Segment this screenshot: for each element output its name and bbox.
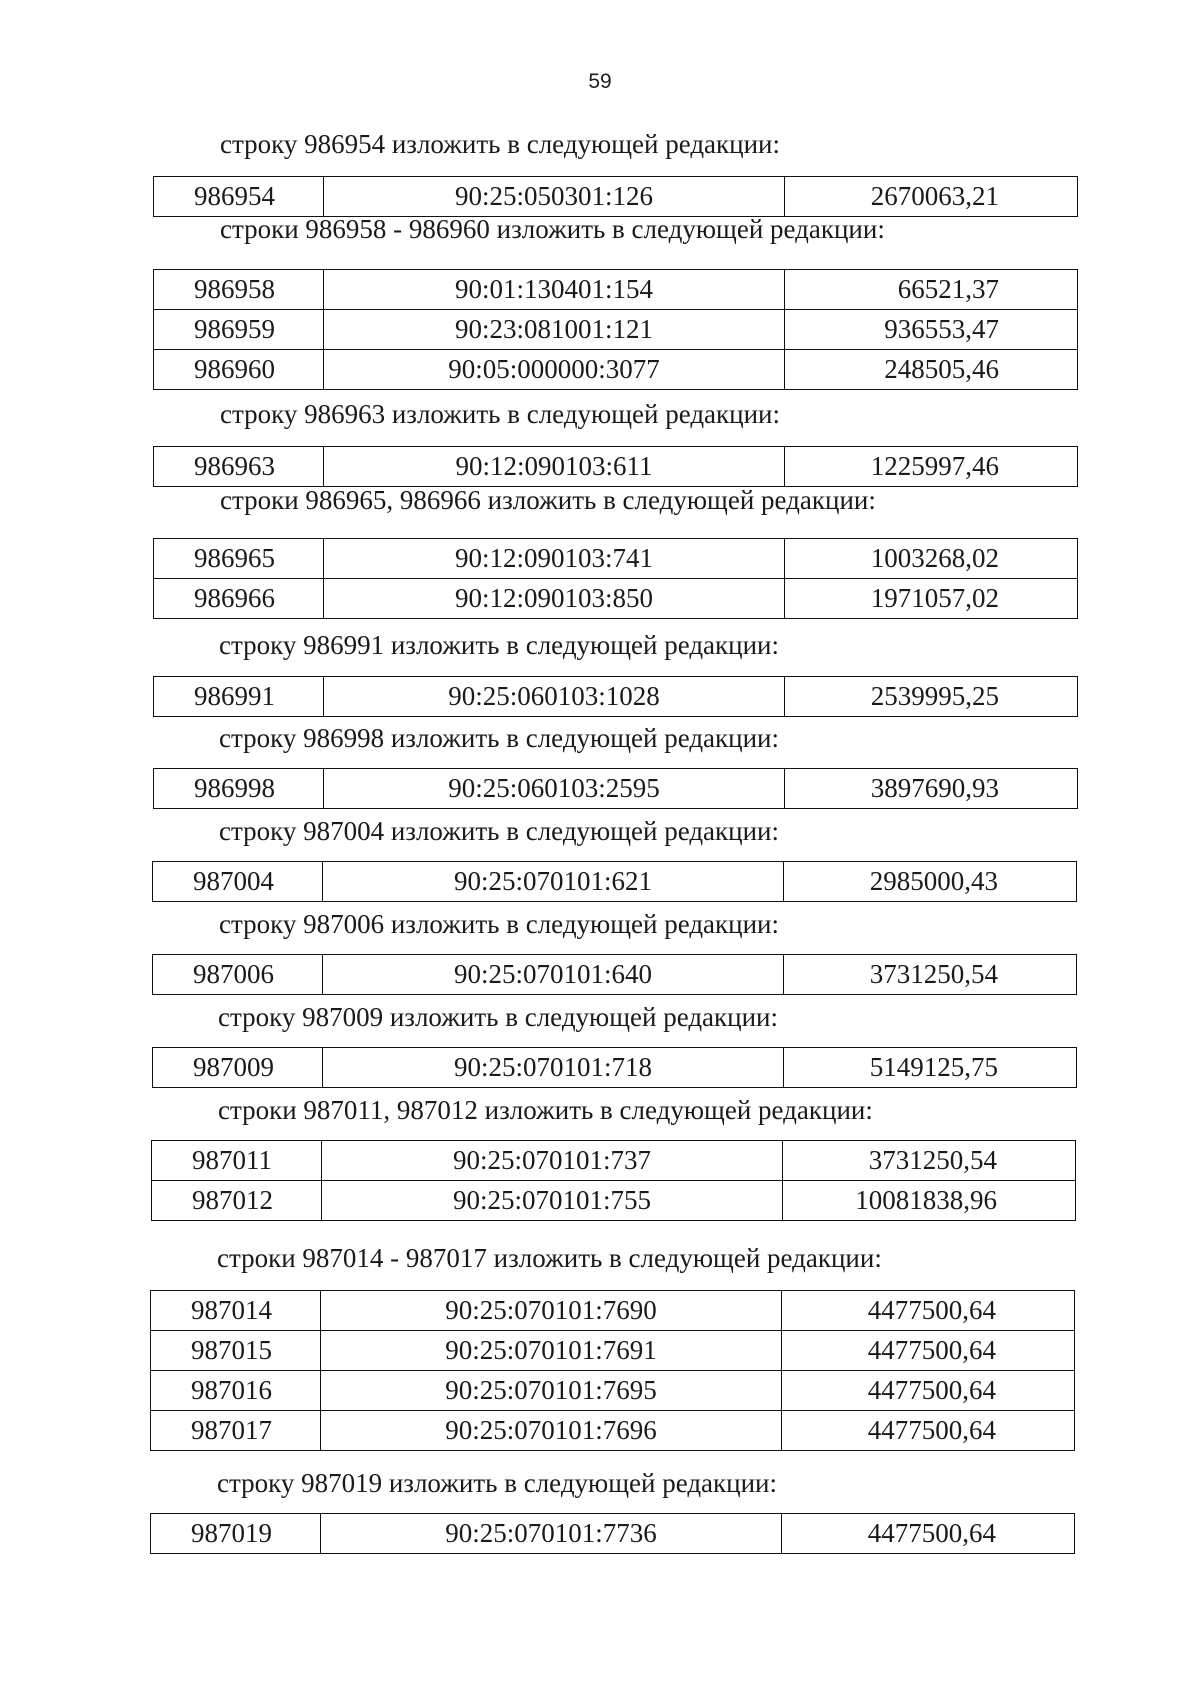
cadastral-number-cell: 90:25:070101:7696 [321,1411,782,1451]
table-row [151,1514,1075,1554]
amendment-table [153,269,1078,390]
row-number-cell: 987009 [153,1048,323,1088]
cadastral-number-cell: 90:25:070101:755 [322,1181,783,1221]
table-row [153,955,1077,995]
amendment-caption: строку 987019 изложить в следующей редакции: [217,1468,778,1498]
row-number-cell: 986959 [154,310,324,350]
table-row [154,447,1078,487]
amendment-caption: строку 986991 изложить в следующей редакции: [219,630,780,660]
table-row [152,1181,1076,1221]
amendment-table [153,446,1078,487]
row-number-cell: 987012 [152,1181,322,1221]
value-cell: 936553,47 [785,310,1078,350]
row-number-cell: 987004 [153,862,323,902]
value-cell: 2985000,43 [784,862,1077,902]
value-cell: 5149125,75 [784,1048,1077,1088]
cadastral-number-cell: 90:01:130401:154 [324,270,785,310]
amendment-caption: строки 987014 - 987017 изложить в следующей редакции: [217,1243,882,1273]
table-row [154,350,1078,390]
table-row [153,1048,1077,1088]
cadastral-number-cell: 90:25:070101:718 [323,1048,784,1088]
amendment-caption: строку 986963 изложить в следующей редакции: [220,399,781,429]
value-cell: 1225997,46 [785,447,1078,487]
cadastral-number-cell: 90:25:070101:7691 [321,1331,782,1371]
amendment-table [151,1140,1076,1221]
value-cell: 3731250,54 [784,955,1077,995]
table-row [154,177,1078,217]
table-row [154,579,1078,619]
amendment-table [152,954,1077,995]
amendment-table [153,176,1078,217]
row-number-cell: 986960 [154,350,324,390]
table-row [154,677,1078,717]
value-cell: 1971057,02 [785,579,1078,619]
table-row [153,862,1077,902]
amendment-caption: строки 986965, 986966 изложить в следующей редакции: [220,485,876,515]
row-number-cell: 986958 [154,270,324,310]
amendment-table [150,1290,1075,1451]
row-number-cell: 986963 [154,447,324,487]
amendment-caption: строку 987006 изложить в следующей редакции: [219,909,780,939]
value-cell: 4477500,64 [782,1291,1075,1331]
value-cell: 4477500,64 [782,1371,1075,1411]
cadastral-number-cell: 90:12:090103:741 [324,539,785,579]
table-row [151,1411,1075,1451]
row-number-cell: 986991 [154,677,324,717]
cadastral-number-cell: 90:12:090103:850 [324,579,785,619]
table-row [151,1291,1075,1331]
cadastral-number-cell: 90:25:070101:621 [323,862,784,902]
value-cell: 1003268,02 [785,539,1078,579]
cadastral-number-cell: 90:25:060103:2595 [324,769,785,809]
cadastral-number-cell: 90:25:070101:7695 [321,1371,782,1411]
value-cell: 2670063,21 [785,177,1078,217]
page-number: 59 [588,70,612,93]
row-number-cell: 987014 [151,1291,321,1331]
cadastral-number-cell: 90:23:081001:121 [324,310,785,350]
cadastral-number-cell: 90:05:000000:3077 [324,350,785,390]
row-number-cell: 987015 [151,1331,321,1371]
cadastral-number-cell: 90:25:070101:737 [322,1141,783,1181]
row-number-cell: 986965 [154,539,324,579]
cadastral-number-cell: 90:12:090103:611 [324,447,785,487]
value-cell: 4477500,64 [782,1331,1075,1371]
value-cell: 2539995,25 [785,677,1078,717]
value-cell: 4477500,64 [782,1411,1075,1451]
cadastral-number-cell: 90:25:070101:7690 [321,1291,782,1331]
row-number-cell: 987017 [151,1411,321,1451]
row-number-cell: 987019 [151,1514,321,1554]
amendment-caption: строки 987011, 987012 изложить в следующей редакции: [218,1095,873,1125]
value-cell: 248505,46 [785,350,1078,390]
value-cell: 10081838,96 [783,1181,1076,1221]
amendment-caption: строку 986998 изложить в следующей редакции: [219,723,780,753]
amendment-caption: строку 986954 изложить в следующей редакции: [220,129,781,159]
row-number-cell: 986998 [154,769,324,809]
row-number-cell: 986966 [154,579,324,619]
cadastral-number-cell: 90:25:070101:640 [323,955,784,995]
amendment-table [153,676,1078,717]
amendment-table [152,1047,1077,1088]
row-number-cell: 987016 [151,1371,321,1411]
table-row [151,1371,1075,1411]
amendment-caption: строки 986958 - 986960 изложить в следующей редакции: [220,214,885,244]
amendment-caption: строку 987004 изложить в следующей редакции: [219,816,780,846]
row-number-cell: 986954 [154,177,324,217]
value-cell: 4477500,64 [782,1514,1075,1554]
cadastral-number-cell: 90:25:060103:1028 [324,677,785,717]
amendment-table [153,538,1078,619]
value-cell: 3731250,54 [783,1141,1076,1181]
amendment-table [153,768,1078,809]
table-row [154,270,1078,310]
table-row [154,769,1078,809]
value-cell: 66521,37 [785,270,1078,310]
row-number-cell: 987006 [153,955,323,995]
value-cell: 3897690,93 [785,769,1078,809]
table-row [154,539,1078,579]
amendment-table [150,1513,1075,1554]
row-number-cell: 987011 [152,1141,322,1181]
amendment-table [152,861,1077,902]
amendment-caption: строку 987009 изложить в следующей редакции: [218,1002,779,1032]
table-row [151,1331,1075,1371]
cadastral-number-cell: 90:25:070101:7736 [321,1514,782,1554]
cadastral-number-cell: 90:25:050301:126 [324,177,785,217]
table-row [154,310,1078,350]
table-row [152,1141,1076,1181]
